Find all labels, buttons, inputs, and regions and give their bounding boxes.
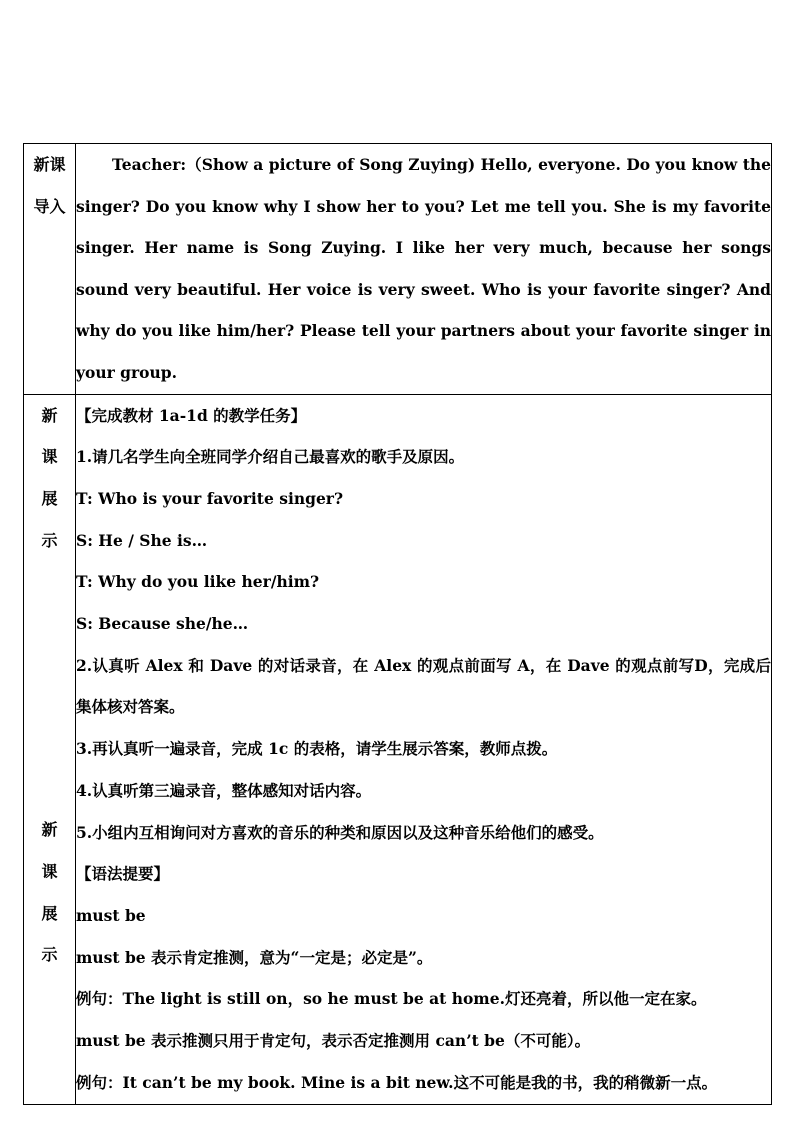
intro-content: [76, 144, 772, 395]
label-char: 示: [41, 530, 58, 550]
intro-paragraph: Teacher:（Show a picture of Song Zuying) Hello, everyone. Do you know the singer? Do you know why I show her to you? Let me tell you. She is my favorite singer. Her name is Song Zuying. I like her very much, because her songs sound very beautiful. Her voice is very sweet. Who is your favorite singer? And why do you like him/her? Please tell your partners about your favorite singer in your group.: [76, 155, 771, 382]
dialogue-line: S: Because she/he…: [76, 614, 249, 634]
grammar-explanation: must be 表示推测只用于肯定句，表示否定推测用 can’t be（不可能）。: [76, 1031, 591, 1051]
label-char: 课: [41, 862, 58, 882]
section-label-show: [24, 394, 76, 1104]
table-row-intro: [24, 144, 772, 395]
step-3: 3.再认真听一遍录音，完成 1c 的表格，请学生展示答案，教师点拨。: [76, 739, 558, 759]
step-4: 4.认真听第三遍录音，整体感知对话内容。: [76, 780, 372, 800]
lesson-plan-table: [23, 143, 772, 1105]
grammar-heading: 【语法提要】: [76, 864, 170, 884]
grammar-explanation: must be 表示肯定推测，意为“一定是；必定是”。: [76, 947, 433, 967]
step-5: 5.小组内互相询问对方喜欢的音乐的种类和原因以及这种音乐给他们的感受。: [76, 822, 604, 842]
step-2: 2.认真听 Alex 和 Dave 的对话录音，在 Alex 的观点前面写 A，在 Dave 的观点前写D，完成后集体核对答案。: [76, 655, 771, 717]
grammar-term: must be: [76, 906, 146, 925]
label-char: 示: [41, 945, 58, 965]
dialogue-line: S: He / She is…: [76, 530, 208, 550]
table-row-show: [24, 394, 772, 1104]
show-content: [76, 394, 772, 1104]
label-char: 新: [41, 405, 58, 425]
label-char: 课: [41, 447, 58, 467]
task-heading: 【完成教材 1a-1d 的教学任务】: [76, 405, 307, 425]
step-1: 1.请几名学生向全班同学介绍自己最喜欢的歌手及原因。: [76, 447, 465, 467]
section-label-intro: [24, 144, 76, 395]
label-text: 新课: [33, 155, 66, 174]
label-text: 导入: [33, 197, 66, 216]
label-char: 新: [41, 820, 58, 840]
dialogue-line: T: Why do you like her/him?: [76, 572, 320, 592]
dialogue-line: T: Who is your favorite singer?: [76, 488, 344, 508]
label-group: [24, 809, 75, 976]
label-char: 展: [41, 488, 58, 508]
label-group: [24, 395, 75, 562]
label-char: 展: [41, 903, 58, 923]
example-sentence: 例句：The light is still on，so he must be at home.灯还亮着，所以他一定在家。: [76, 989, 707, 1009]
example-sentence: 例句：It can’t be my book. Mine is a bit new.这不可能是我的书，我的稍微新一点。: [76, 1072, 718, 1092]
